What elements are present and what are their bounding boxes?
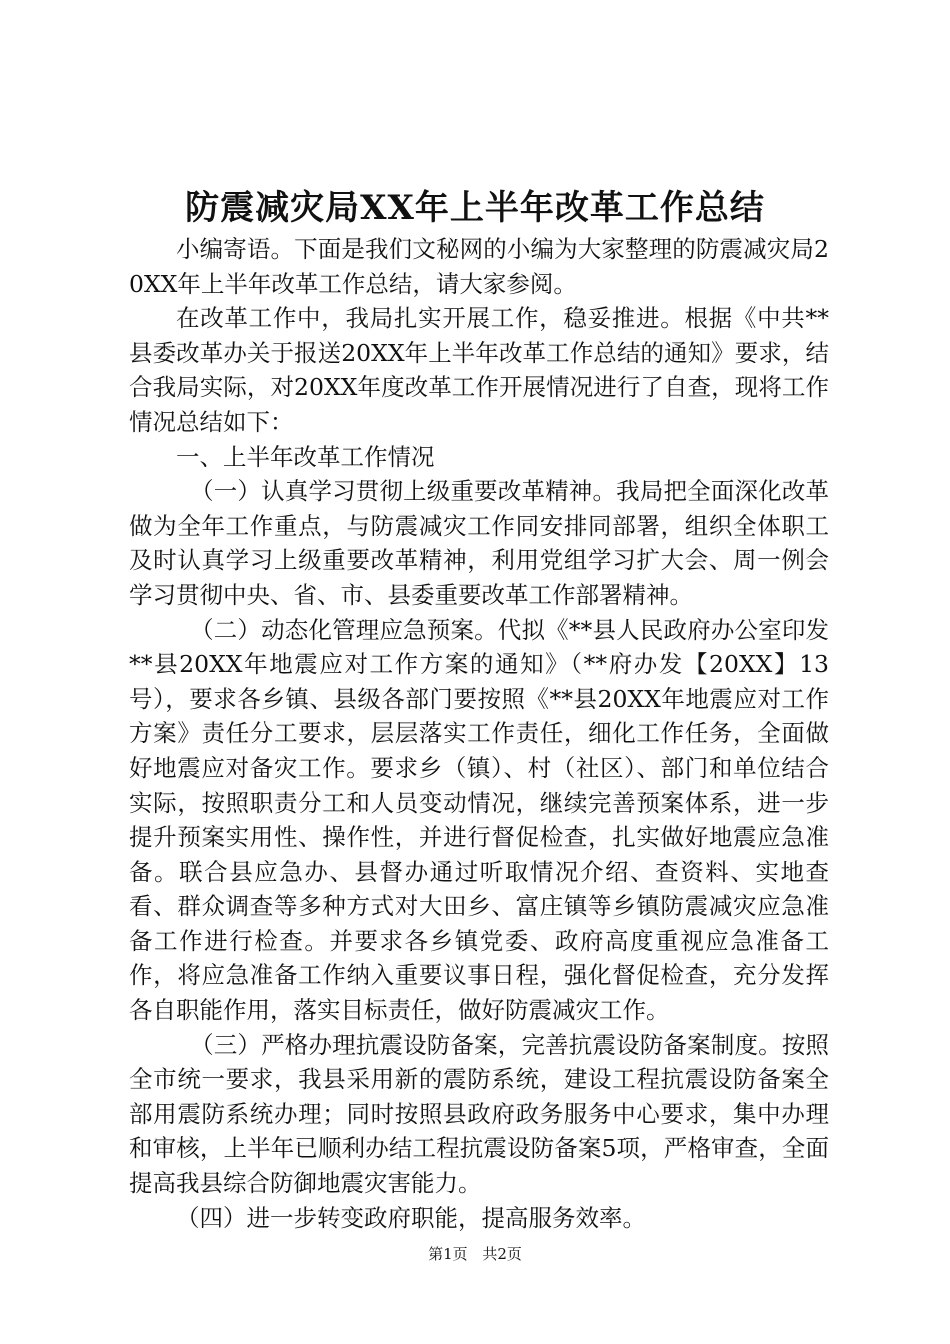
paragraph-background: 在改革工作中，我局扎实开展工作，稳妥推进。根据《中共**县委改革办关于报送20XX年上半年改革工作总结的通知》要求，结合我局实际，对20XX年度改革工作开展情况进行了自查，现将工作情况总结如下： xyxy=(129,304,829,436)
paragraph-item-1: （一）认真学习贯彻上级重要改革精神。我局把全面深化改革做为全年工作重点，与防震减灾工作同安排同部署，组织全体职工及时认真学习上级重要改革精神，利用党组学习扩大会、周一例会学习贯彻中央、省、市、县委重要改革工作部署精神。 xyxy=(129,477,829,609)
page-footer xyxy=(0,1244,950,1264)
paragraph-item-4: （四）进一步转变政府职能，提高服务效率。 xyxy=(176,1203,646,1232)
document-body xyxy=(129,232,829,1235)
page-number-total: 共2页 xyxy=(482,1245,522,1263)
paragraph-item-3: （三）严格办理抗震设防备案，完善抗震设防备案制度。按照全市统一要求，我县采用新的震防系统，建设工程抗震设防备案全部用震防系统办理；同时按照县政府政务服务中心要求，集中办理和审核，上半年已顺利办结工程抗震设防备案5项，严格审查，全面提高我县综合防御地震灾害能力。 xyxy=(129,1030,829,1198)
page-number-current: 第1页 xyxy=(428,1245,468,1263)
paragraph-intro: 小编寄语。下面是我们文秘网的小编为大家整理的防震减灾局20XX年上半年改革工作总结，请大家参阅。 xyxy=(129,235,829,298)
section-heading: 一、上半年改革工作情况 xyxy=(176,442,435,471)
paragraph-item-2: （二）动态化管理应急预案。代拟《**县人民政府办公室印发**县20XX年地震应对工作方案的通知》（**府办发【20XX】13号），要求各乡镇、县级各部门要按照《**县20XX年地震应对工作方案》责任分工要求，层层落实工作责任，细化工作任务，全面做好地震应对备灾工作。要求乡（镇）、村（社区）、部门和单位结合实际，按照职责分工和人员变动情况，继续完善预案体系，进一步提升预案实用性、操作性，并进行督促检查，扎实做好地震应急准备。联合县应急办、县督办通过听取情况介绍、查资料、实地查看、群众调查等多种方式对大田乡、富庄镇等乡镇防震减灾应急准备工作进行检查。并要求各乡镇党委、政府高度重视应急准备工作，将应急准备工作纳入重要议事日程，强化督促检查，充分发挥各自职能作用，落实目标责任，做好防震减灾工作。 xyxy=(129,615,829,1025)
document-title: 防震减灾局XX年上半年改革工作总结 xyxy=(185,188,765,228)
